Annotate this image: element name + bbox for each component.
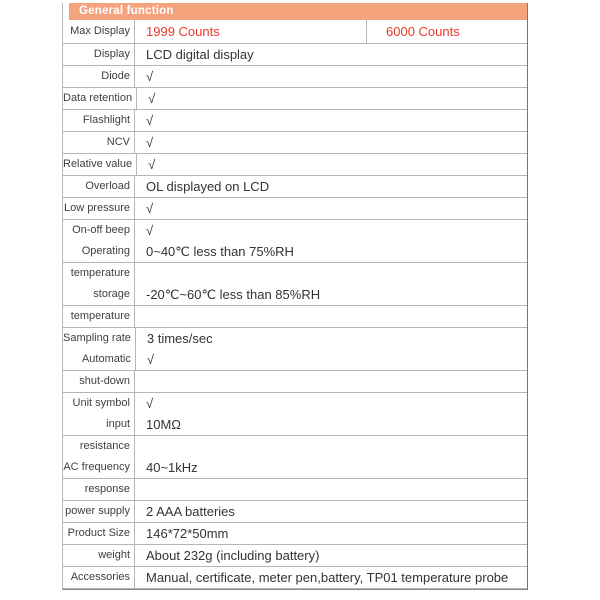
table-header <box>69 3 527 20</box>
row-value-text: √ <box>146 352 155 367</box>
table-row <box>63 110 527 132</box>
table-row <box>63 501 527 523</box>
row-label-text: temperature <box>70 310 130 322</box>
row-label-text: Product Size <box>67 527 130 539</box>
table-row <box>63 523 527 545</box>
row-label <box>63 393 135 435</box>
row-value-text <box>146 371 527 392</box>
row-value <box>135 263 527 305</box>
row-label <box>63 154 137 175</box>
table-row <box>63 263 527 306</box>
row-value-text <box>146 479 527 500</box>
row-value-text <box>146 436 527 457</box>
row-label <box>63 66 135 87</box>
table-row <box>63 220 527 263</box>
row-label-text: Diode <box>101 70 130 82</box>
row-value-text: Manual, certificate, meter pen,battery, TP01 temperature probe <box>146 570 509 585</box>
row-label-text: AC frequency <box>63 461 130 473</box>
row-value <box>135 393 527 435</box>
row-value <box>137 154 527 175</box>
table-row <box>63 88 527 110</box>
table-row <box>63 567 527 589</box>
row-label <box>63 88 137 109</box>
row-label-text: On-off beep <box>72 224 130 236</box>
row-value <box>136 328 527 370</box>
row-label-text: NCV <box>106 136 130 148</box>
row-value-text: √ <box>146 396 154 411</box>
row-value-text: 0~40℃ less than 75%RH <box>146 244 294 259</box>
row-value <box>135 371 527 392</box>
row-label-text: input <box>106 418 130 430</box>
row-value-text: √ <box>148 91 156 106</box>
table-row <box>63 328 527 371</box>
row-value-right <box>367 20 527 43</box>
row-value <box>135 176 527 197</box>
table-row <box>63 198 527 220</box>
row-value-text: √ <box>146 135 154 150</box>
row-label <box>63 523 135 544</box>
table-row <box>63 479 527 501</box>
table-row <box>63 306 527 328</box>
row-label <box>63 545 135 566</box>
row-value <box>135 479 527 500</box>
row-label-text: Sampling rate <box>63 332 131 344</box>
row-label <box>63 479 135 500</box>
row-value-text: 1999 Counts <box>146 24 220 39</box>
row-label-text: storage <box>93 288 130 300</box>
row-value-text: √ <box>148 157 156 172</box>
row-label <box>63 176 135 197</box>
row-label-text: temperature <box>70 267 130 279</box>
row-value-text: 10MΩ <box>146 417 182 432</box>
row-value-left <box>135 20 367 43</box>
row-value <box>135 545 527 566</box>
row-label-text: Max Display <box>70 25 130 37</box>
row-label-text: resistance <box>79 440 130 452</box>
row-label-text: Relative value <box>63 158 133 170</box>
row-value-text: 3 times/sec <box>146 331 213 346</box>
row-label-text: Display <box>93 48 130 60</box>
row-value <box>135 306 527 327</box>
row-value-text: √ <box>146 113 154 128</box>
row-value <box>135 523 527 544</box>
row-value <box>135 110 527 131</box>
table-row <box>63 545 527 567</box>
row-value-text: 40~1kHz <box>146 460 198 475</box>
row-label-text: Operating <box>81 245 130 257</box>
row-label-text: Overload <box>85 180 130 192</box>
row-value-text <box>146 263 527 284</box>
table-row <box>63 436 527 479</box>
spec-table <box>62 3 528 590</box>
row-label-text: Accessories <box>70 571 130 583</box>
table-row <box>63 371 527 393</box>
row-value <box>135 198 527 219</box>
row-value <box>135 66 527 87</box>
row-label-text: Data retention <box>63 92 133 104</box>
row-label <box>63 44 135 65</box>
row-value-text: 146*72*50mm <box>146 526 229 541</box>
row-value-text: 2 AAA batteries <box>146 504 235 519</box>
row-value-text: -20℃~60℃ less than 85%RH <box>146 287 321 302</box>
row-label-text: Automatic <box>81 353 131 365</box>
row-label-text: shut-down <box>79 375 130 387</box>
row-value-text: LCD digital display <box>146 47 254 62</box>
row-value <box>135 436 527 478</box>
row-value <box>135 132 527 153</box>
row-value-text: √ <box>146 201 154 216</box>
table-row <box>63 66 527 88</box>
row-label <box>63 220 135 262</box>
row-label <box>63 132 135 153</box>
row-value <box>135 501 527 522</box>
row-value-text: √ <box>146 223 154 238</box>
table-body <box>63 20 527 589</box>
row-label <box>63 567 135 588</box>
row-value-text: 6000 Counts <box>386 24 460 39</box>
row-value-text: √ <box>146 69 154 84</box>
row-label <box>63 306 135 327</box>
row-label-text: power supply <box>65 505 130 517</box>
table-row <box>63 154 527 176</box>
row-label <box>63 20 135 43</box>
row-label <box>63 198 135 219</box>
row-label <box>63 328 136 370</box>
row-value-text: About 232g (including battery) <box>146 548 320 563</box>
table-header-title: General function <box>79 5 174 17</box>
row-label-text: Unit symbol <box>72 397 130 409</box>
table-row <box>63 132 527 154</box>
row-label-text: response <box>84 483 130 495</box>
table-row <box>63 44 527 66</box>
row-label <box>63 501 135 522</box>
row-value <box>135 44 527 65</box>
row-label <box>63 263 135 305</box>
row-label <box>63 371 135 392</box>
table-row <box>63 176 527 198</box>
row-label <box>63 110 135 131</box>
row-value-text <box>146 306 527 327</box>
row-label-text: Flashlight <box>82 114 130 126</box>
row-value <box>135 220 527 262</box>
row-value <box>137 88 527 109</box>
row-label <box>63 436 135 478</box>
row-label-text: weight <box>98 549 130 561</box>
row-value-text: OL displayed on LCD <box>146 179 270 194</box>
row-label-text: Low pressure <box>63 202 130 214</box>
row-value <box>135 567 527 588</box>
table-row <box>63 20 527 44</box>
table-row <box>63 393 527 436</box>
